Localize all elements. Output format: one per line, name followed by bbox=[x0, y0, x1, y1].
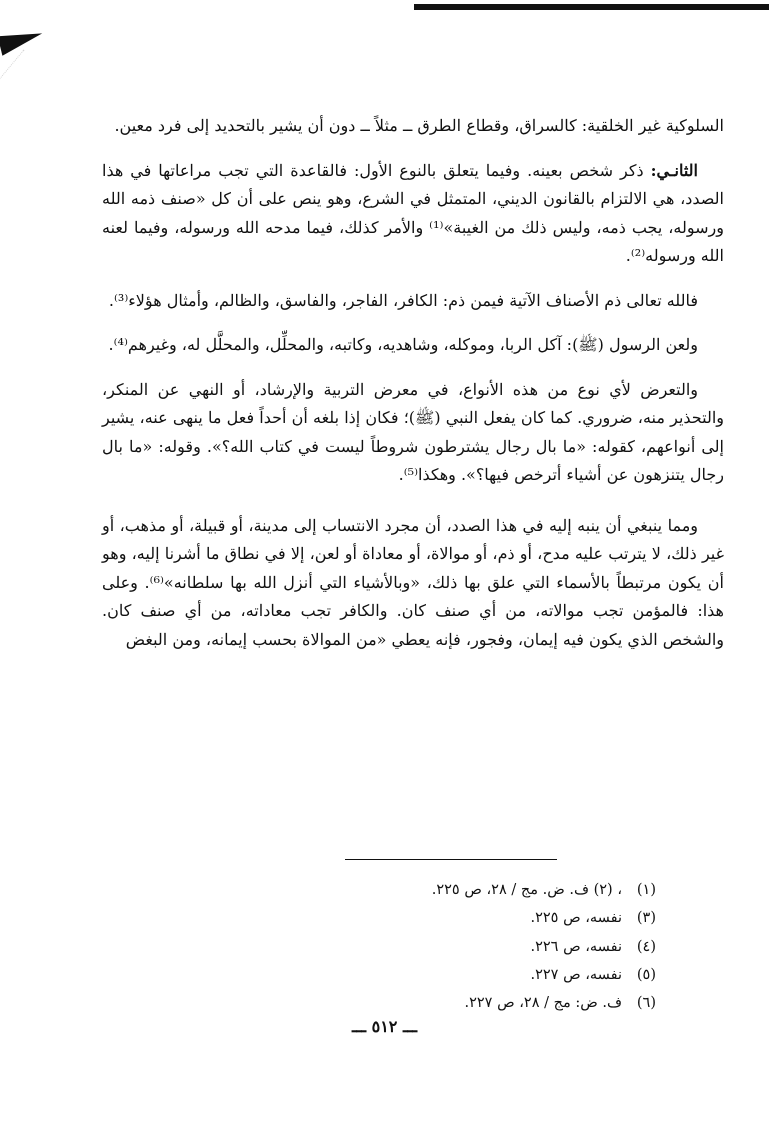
footnote-separator bbox=[345, 859, 557, 860]
paragraph-3-text: فالله تعالى ذم الأصناف الآتية فيمن ذم: الكافر، الفاجر، والفاسق، والظالم، وأمثال هؤلاء⁽³⁾. bbox=[108, 290, 698, 310]
footnote-text: نفسه، ص ٢٢٧. bbox=[530, 966, 622, 983]
paragraph-2-text: ذكر شخص بعينه. وفيما يتعلق بالنوع الأول: فالقاعدة التي تجب مراعاتها في هذا الصدد، هي الالتزام بالقانون الديني، المتمثل في الشرع، وهو ينص على أن كل «صنف ذمه الله ورسوله، يجب ذمه، وليس ذلك من الغيبة»⁽¹⁾ والأمر كذلك، فيما مدحه الله ورسوله، وفيما لعنه الله ورسوله⁽²⁾. bbox=[102, 160, 725, 265]
footnote-number: (١) bbox=[636, 882, 656, 898]
footnote-text: ، (٢) ف. ض. مج / ٢٨، ص ٢٢٥. bbox=[431, 882, 622, 898]
paragraph-3 bbox=[102, 287, 724, 316]
body-text bbox=[102, 112, 724, 654]
paper-scuff bbox=[0, 50, 55, 107]
footnote-text: نفسه، ص ٢٢٥. bbox=[530, 910, 622, 927]
paragraph-1 bbox=[102, 112, 724, 141]
paragraph-6 bbox=[102, 512, 724, 655]
footnote-item bbox=[300, 876, 656, 904]
paragraph-4-text: ولعن الرسول (ﷺ): آكل الربا، وموكله، وشاهديه، وكاتبه، والمحلِّل، والمحلَّل له، وغيرهم⁽⁴⁾. bbox=[108, 335, 698, 354]
paragraph-1-text: السلوكية غير الخلقية: كالسراق، وقطاع الطرق ــ مثلاً ــ دون أن يشير بالتحديد إلى فرد معين. bbox=[114, 116, 724, 135]
footnote-item bbox=[300, 989, 656, 1017]
footnotes bbox=[300, 876, 656, 1017]
top-rule bbox=[414, 4, 769, 10]
footnote-item bbox=[300, 904, 656, 932]
page-number: ـــ ٥١٢ ـــ bbox=[351, 1017, 418, 1036]
footnote-item bbox=[300, 961, 656, 989]
paragraph-4 bbox=[102, 331, 724, 360]
paragraph-6-text: ومما ينبغي أن ينبه إليه في هذا الصدد، أن مجرد الانتساب إلى مدينة، أو قبيلة، أو مذهب، أو غير ذلك، لا يترتب عليه مدح، أو ذم، أو موالاة، أو معاداة أو لعن، إلا في نطاق ما أشرنا إليه، وهو أن يكون مرتبطاً بالأسماء التي علق بها ذلك، «وبالأشياء التي أنزل الله بها سلطانه»⁽⁶⁾. وعلى هذا: فالمؤمن تجب موالاته، من أي صنف كان. والكافر تجب معاداته، من أي صنف كان. والشخص الذي يكون فيه إيمان، وفجور، فإنه يعطي «من الموالاة بحسب إيمانه، ومن البغض bbox=[102, 515, 724, 649]
footnote-number: (٦) bbox=[636, 995, 656, 1012]
footnote-item bbox=[300, 933, 656, 961]
paragraph-5-text: والتعرض لأي نوع من هذه الأنواع، في معرض التربية والإرشاد، أو النهي عن المنكر، والتحذير منه، ضروري. كما كان يفعل النبي (ﷺ)؛ فكان إذا بلغه أن أحداً فعل ما ينهى عنه، يشير إلى أنواعهم، كقوله: «ما بال رجال يشترطون شروطاً ليست في كتاب الله؟». وقوله: «ما بال رجال يتنزهون عن أشياء أترخص فيها؟». وهكذا⁽⁵⁾. bbox=[102, 379, 724, 484]
footnote-number: (٣) bbox=[636, 910, 656, 927]
footnote-text: ف. ض: مج / ٢٨، ص ٢٢٧. bbox=[464, 995, 622, 1012]
paragraph-2 bbox=[102, 157, 724, 271]
section-lead: الثانـي: bbox=[650, 160, 698, 180]
paragraph-5 bbox=[102, 376, 724, 490]
footnote-number: (٥) bbox=[636, 966, 656, 983]
footnote-number: (٤) bbox=[636, 938, 656, 955]
footnote-text: نفسه، ص ٢٢٦. bbox=[530, 938, 622, 955]
